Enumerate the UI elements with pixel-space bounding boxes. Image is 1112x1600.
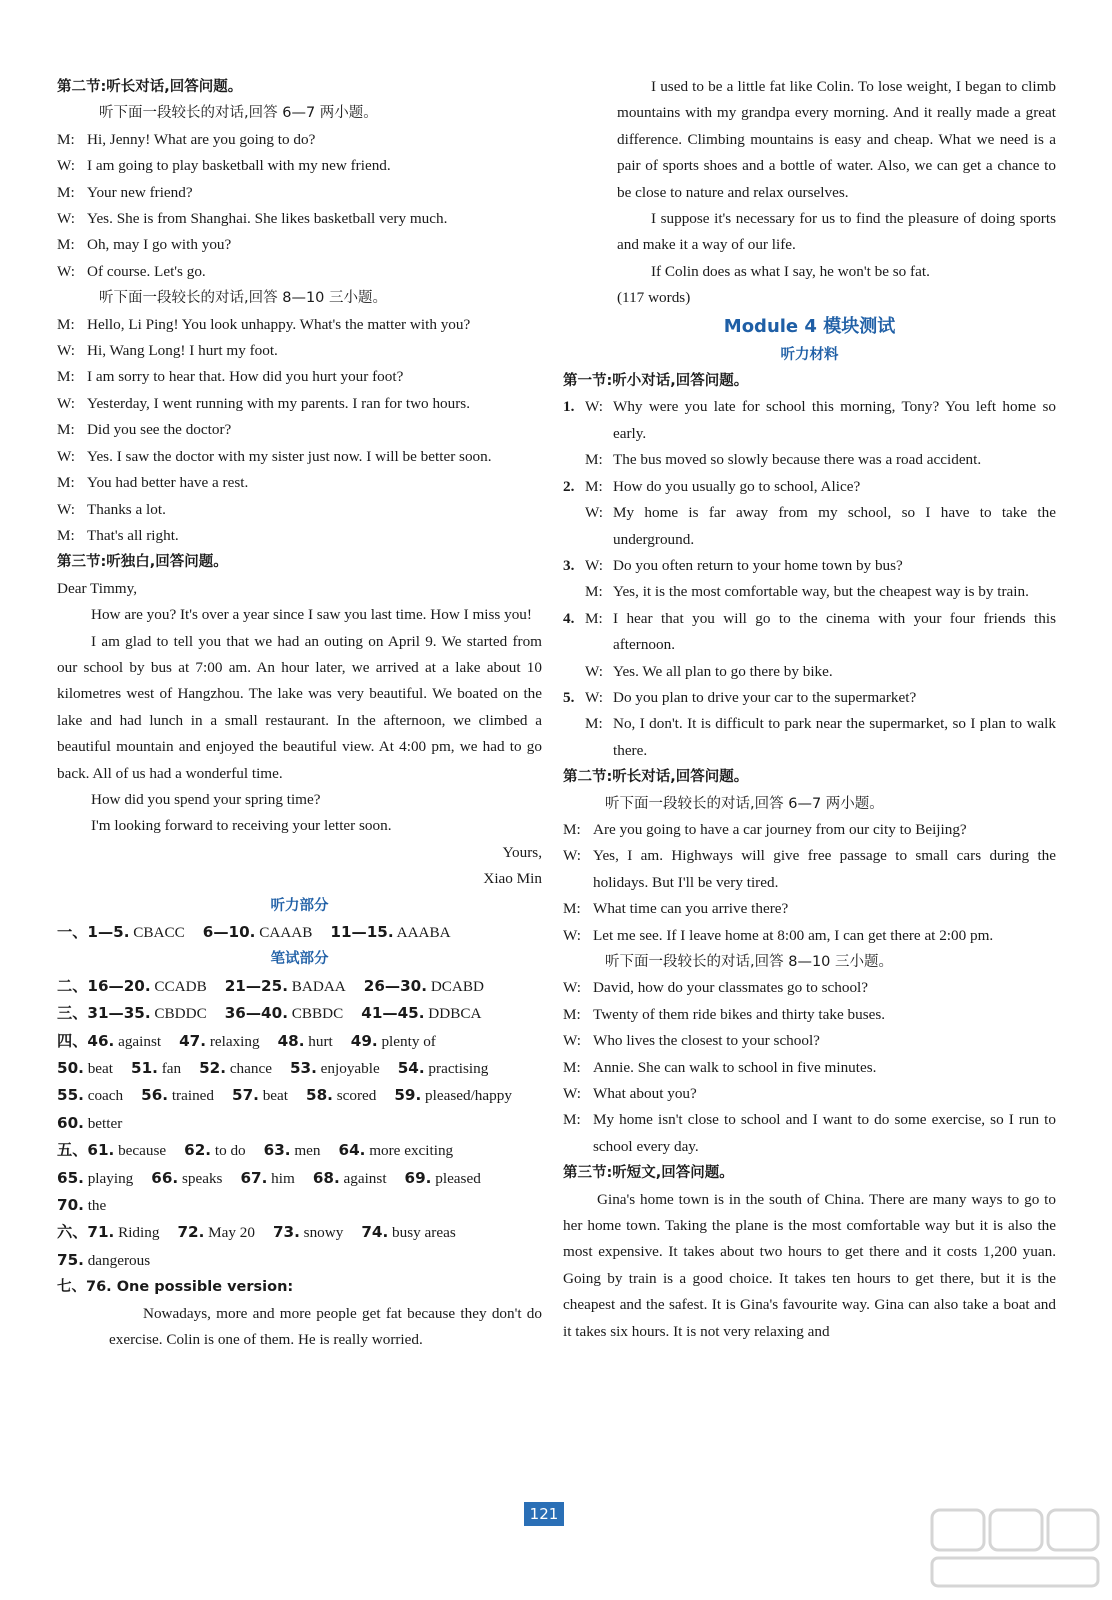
answer-value: DCABD	[430, 977, 484, 995]
dialog-text: Hi, Wang Long! I hurt my foot.	[87, 342, 278, 360]
answer-value: busy areas	[392, 1224, 456, 1242]
dialog-line	[57, 232, 542, 258]
answer-number: 六、71.	[57, 1223, 115, 1242]
answer-group	[57, 1000, 207, 1027]
dialog-line	[563, 843, 1056, 896]
answer-group	[184, 1137, 246, 1164]
dialog-text: Yes, it is the most comfortable way, but the cheapest way is by train.	[613, 583, 1029, 601]
dialog-line	[57, 206, 542, 232]
answer-group	[151, 1165, 222, 1192]
dialog-text: How do you usually go to school, Alice?	[613, 477, 861, 495]
answer-number: 57.	[232, 1086, 259, 1105]
answer-row	[57, 1192, 542, 1219]
answer-value: beat	[262, 1087, 288, 1105]
answer-number: 66.	[151, 1168, 179, 1187]
dialog-line	[585, 500, 1056, 553]
short-dialogs	[563, 394, 1056, 764]
speaker-label: M:	[563, 1111, 581, 1129]
answer-value: pleased	[435, 1169, 481, 1187]
dialog-line	[585, 685, 1056, 711]
dialog-text: Oh, may I go with you?	[87, 236, 232, 254]
dialog-text: Let me see. If I leave home at 8:00 am, I can get there at 2:00 pm.	[593, 926, 994, 944]
speaker-label: M:	[563, 820, 581, 838]
answer-group	[203, 919, 313, 946]
answer-number: 11—15.	[330, 923, 394, 941]
letter-paragraph: I am glad to tell you that we had an outing on April 9. We started from our school by bus at 7:00 am. An hour later, we arrived at a lake about 10 kilometres west of Hangzhou. The lake was very beautiful. We boated on the lake and had lunch in a small restaurant. In the afternoon, we climbed a beautiful mountain and enjoyed the beautiful view. At 4:00 pm, we had to go back. All of us had a wonderful time.	[57, 632, 542, 782]
dialog-text: Yes, I am. Highways will give free passage to small cars during the holidays. But I'll be very tired.	[593, 847, 1056, 891]
essay-paragraph: I used to be a little fat like Colin. To lose weight, I began to climb mountains with my grandpa every morning. And it really made a great difference. Climbing mountains is easy and cheap. What we need is a pair of sports shoes and a bottle of water. Also, we can get a chance to be close to nature and relax ourselves.	[617, 78, 1056, 201]
answer-number: 47.	[179, 1031, 207, 1050]
section-title: 第一节:听小对话,回答问题。	[563, 373, 749, 390]
dialog-line	[57, 259, 542, 285]
answer-number: 51.	[131, 1059, 158, 1078]
answer-value: scored	[336, 1087, 377, 1105]
letter-paragraph: I'm looking forward to receiving your letter soon.	[91, 817, 392, 835]
dialog-text: Your new friend?	[87, 183, 193, 201]
instruction: 听下面一段较长的对话,回答 6—7 两小题。	[605, 795, 884, 812]
answer-number: 62.	[184, 1141, 212, 1160]
answer-value: DDBCA	[428, 1005, 482, 1023]
answer-number: 四、46.	[57, 1031, 115, 1050]
essay-paragraph: If Colin does as what I say, he won't be so fat.	[651, 262, 930, 280]
speaker-label: W:	[585, 398, 603, 416]
dialog-line	[57, 497, 542, 523]
answer-row	[57, 919, 542, 946]
dialog-text: Did you see the doctor?	[87, 421, 232, 439]
answer-group	[225, 1000, 344, 1027]
answer-number: 一、1—5.	[57, 923, 130, 941]
answer-section-heading: 听力部分	[270, 897, 329, 914]
answer-value: him	[271, 1169, 295, 1187]
speaker-label: M:	[57, 183, 75, 201]
speaker-label: M:	[563, 900, 581, 918]
dialog-text: David, how do your classmates go to school?	[593, 979, 869, 997]
answer-value: CCADB	[154, 977, 207, 995]
letter-signature: Xiao Min	[483, 870, 542, 888]
dialog-line	[563, 975, 1056, 1001]
answer-number: 56.	[141, 1086, 169, 1105]
answer-group	[179, 1028, 259, 1055]
section-title: 第三节:听短文,回答问题。	[563, 1165, 734, 1182]
answer-group	[225, 973, 346, 1000]
answer-group	[232, 1082, 288, 1109]
dialog-line	[563, 923, 1056, 949]
letter-greeting: Dear Timmy,	[57, 579, 138, 597]
answer-number: 60.	[57, 1113, 84, 1132]
question-item	[563, 394, 1056, 473]
answer-value: plenty of	[381, 1032, 436, 1050]
speaker-label: M:	[57, 315, 75, 333]
dialog-line	[585, 659, 1056, 685]
dialog-line	[585, 447, 1056, 473]
answer-group	[57, 1219, 159, 1246]
dialog-text: What about you?	[593, 1085, 697, 1103]
dialog-text: Hi, Jenny! What are you going to do?	[87, 130, 316, 148]
dialog-text: You had better have a rest.	[87, 474, 249, 492]
section-title: 第二节:听长对话,回答问题。	[57, 79, 243, 95]
answer-group	[394, 1082, 512, 1109]
dialog-line	[563, 1081, 1056, 1107]
answer-value: relaxing	[209, 1032, 260, 1050]
word-count: (117 words)	[617, 289, 691, 307]
answer-group	[330, 919, 450, 946]
speaker-label: W:	[563, 1085, 581, 1103]
instruction: 听下面一段较长的对话,回答 6—7 两小题。	[99, 105, 378, 122]
dialog-text: Yes. We all plan to go there by bike.	[613, 662, 833, 680]
answer-value: hurt	[308, 1032, 333, 1050]
instruction: 听下面一段较长的对话,回答 8—10 三小题。	[605, 954, 894, 970]
dialog-line	[563, 817, 1056, 843]
section-title: 第三节:听独白,回答问题。	[57, 554, 228, 571]
answer-group	[57, 973, 207, 1000]
answer-number: 64.	[338, 1141, 366, 1160]
question-number: 4.	[563, 609, 575, 627]
answer-group	[313, 1165, 387, 1192]
dialog-line	[585, 711, 1056, 764]
dialog-text: Annie. She can walk to school in five minutes.	[593, 1058, 877, 1076]
speaker-label: M:	[585, 715, 603, 733]
essay-paragraph: Nowadays, more and more people get fat because they don't do exercise. Colin is one of them. He is really worried.	[109, 1304, 542, 1349]
dialog-text: Twenty of them ride bikes and thirty take buses.	[593, 1005, 886, 1023]
dialog-line	[57, 127, 542, 153]
dialog-text: My home isn't close to school and I want to do some exercise, so I run to school every day.	[593, 1111, 1056, 1155]
speaker-label: W:	[585, 688, 603, 706]
dialog-line	[585, 394, 1056, 447]
speaker-label: W:	[585, 556, 603, 574]
answer-group	[273, 1219, 343, 1246]
dialog-block	[563, 975, 1056, 1160]
answer-group	[405, 1165, 481, 1192]
dialog-text: I hear that you will go to the cinema with your four friends this afternoon.	[613, 609, 1056, 654]
speaker-label: W:	[57, 342, 75, 360]
answer-value: speaks	[181, 1169, 223, 1187]
speaker-label: W:	[57, 157, 75, 175]
question-body	[585, 685, 1056, 764]
speaker-label: M:	[585, 609, 603, 627]
letter-paragraph: How are you? It's over a year since I saw you last time. How I miss you!	[91, 606, 532, 624]
essay-label: 七、76. One possible version:	[57, 1279, 294, 1296]
answer-number: 67.	[240, 1168, 268, 1187]
dialog-line	[563, 1055, 1056, 1081]
answer-value: more exciting	[369, 1142, 454, 1160]
answer-value: pleased/happy	[425, 1087, 512, 1105]
answer-row	[57, 1165, 542, 1192]
speaker-label: M:	[585, 583, 603, 601]
answer-group	[240, 1165, 294, 1192]
dialog-text: Do you plan to drive your car to the supermarket?	[613, 688, 917, 706]
dialog-line	[57, 338, 542, 364]
answer-group	[57, 1055, 113, 1082]
answer-group	[364, 973, 484, 1000]
listening-material-heading: 听力材料	[780, 346, 839, 363]
answer-number: 58.	[306, 1086, 333, 1105]
page-number: 121	[524, 1502, 564, 1526]
question-body	[585, 474, 1056, 553]
answer-group	[264, 1137, 321, 1164]
passage-paragraph: Gina's home town is in the south of China. There are many ways to go to her home town. Taking the plane is the most comfortable way but it is also the most expensive. It takes about two hours to get there and it costs 1,200 yuan. Going by train is a good choice. It takes ten hours to get there, but it is the cheapest and the safest. It is Gina's favourite way. Gina can also take a boat and it takes six hours. It is not very relaxing and	[563, 1190, 1056, 1340]
speaker-label: M:	[585, 477, 603, 495]
answer-group	[398, 1055, 489, 1082]
answer-value: the	[87, 1197, 107, 1215]
speaker-label: W:	[57, 447, 75, 465]
speaker-label: W:	[563, 926, 581, 944]
answer-value: May 20	[208, 1224, 255, 1242]
speaker-label: M:	[57, 236, 75, 254]
speaker-label: W:	[563, 847, 581, 865]
answer-number: 二、16—20.	[57, 976, 151, 995]
speaker-label: M:	[563, 1058, 581, 1076]
answer-group	[141, 1082, 214, 1109]
answer-value: enjoyable	[320, 1060, 380, 1078]
dialog-line	[585, 553, 1056, 579]
dialog-line	[57, 391, 542, 417]
dialog-text: Thanks a lot.	[87, 500, 166, 518]
answer-number: 五、61.	[57, 1141, 115, 1160]
answer-number: 6—10.	[202, 923, 256, 941]
speaker-label: W:	[57, 394, 75, 412]
essay-block	[57, 1301, 542, 1354]
answer-row	[57, 1110, 542, 1137]
answer-group	[278, 1028, 333, 1055]
answer-number: 41—45.	[361, 1004, 425, 1023]
answer-number: 74.	[361, 1223, 389, 1242]
answer-number: 48.	[277, 1031, 305, 1050]
answer-number: 59.	[394, 1086, 422, 1105]
answer-value: playing	[87, 1169, 134, 1187]
question-number: 2.	[563, 477, 575, 495]
answer-value: against	[118, 1032, 162, 1050]
question-number: 1.	[563, 398, 575, 416]
answer-row	[57, 1247, 542, 1274]
speaker-label: M:	[57, 130, 75, 148]
dialog-line	[585, 606, 1056, 659]
module-title: Module 4 模块测试	[723, 315, 896, 337]
answer-value: dangerous	[87, 1251, 151, 1269]
answer-number: 26—30.	[363, 976, 428, 995]
answer-value: snowy	[303, 1224, 344, 1242]
dialog-text: Do you often return to your home town by bus?	[613, 556, 903, 574]
dialog-line	[57, 523, 542, 549]
answer-group	[199, 1055, 272, 1082]
question-number: 3.	[563, 556, 575, 574]
dialog-block	[57, 127, 542, 285]
answer-group	[131, 1055, 181, 1082]
answer-number: 73.	[272, 1223, 300, 1242]
speaker-label: M:	[57, 421, 75, 439]
essay-continued	[563, 74, 1056, 312]
answer-group	[57, 1082, 123, 1109]
answer-row	[57, 1137, 542, 1164]
answer-value: men	[294, 1142, 321, 1160]
dialog-text: The bus moved so slowly because there was a road accident.	[613, 451, 982, 469]
dialog-text: No, I don't. It is difficult to park near the supermarket, so I plan to walk there.	[613, 715, 1056, 759]
answer-group	[57, 1110, 122, 1137]
answer-value: BADAA	[291, 977, 346, 995]
answer-value: beat	[87, 1060, 113, 1078]
right-column	[563, 74, 1056, 1345]
answer-row	[57, 1082, 542, 1109]
dialog-text: What time can you arrive there?	[593, 900, 789, 918]
dialog-text: Who lives the closest to your school?	[593, 1032, 820, 1050]
essay-paragraph: I suppose it's necessary for us to find the pleasure of doing sports and make it a way of our life.	[617, 210, 1056, 254]
answer-group	[57, 919, 185, 946]
answer-number: 49.	[350, 1031, 378, 1050]
answer-number: 69.	[404, 1168, 432, 1187]
speaker-label: W:	[585, 504, 603, 522]
answer-group	[57, 1028, 161, 1055]
dialog-line	[563, 896, 1056, 922]
answer-value: CBACC	[133, 924, 185, 941]
question-item	[563, 685, 1056, 764]
answer-value: AAABA	[396, 924, 451, 941]
answer-number: 53.	[289, 1059, 317, 1078]
dialog-line	[585, 579, 1056, 605]
answer-row	[57, 1055, 542, 1082]
answer-group	[290, 1055, 380, 1082]
dialog-block	[563, 817, 1056, 949]
answer-section-heading: 笔试部分	[270, 951, 329, 968]
question-body	[585, 394, 1056, 473]
answer-number: 68.	[312, 1168, 340, 1187]
answer-group	[57, 1137, 166, 1164]
answer-number: 21—25.	[224, 976, 288, 995]
dialog-line	[563, 1107, 1056, 1160]
answer-value: trained	[171, 1087, 214, 1105]
answer-number: 52.	[199, 1059, 227, 1078]
answer-group	[306, 1082, 376, 1109]
dialog-block	[57, 312, 542, 550]
dialog-line	[57, 153, 542, 179]
answer-number: 50.	[57, 1059, 84, 1078]
letter-paragraph: How did you spend your spring time?	[91, 790, 321, 808]
dialog-text: Are you going to have a car journey from our city to Beijing?	[593, 820, 967, 838]
answer-group	[57, 1165, 133, 1192]
answer-number: 54.	[397, 1059, 425, 1078]
answer-row	[57, 1219, 542, 1246]
answer-value: practising	[428, 1060, 489, 1078]
dialog-line	[57, 364, 542, 390]
answer-value: chance	[229, 1060, 272, 1078]
dialog-text: Hello, Li Ping! You look unhappy. What's the matter with you?	[87, 315, 471, 333]
answer-value: CBDDC	[154, 1005, 207, 1023]
speaker-label: W:	[57, 210, 75, 228]
dialog-text: I am going to play basketball with my new friend.	[87, 157, 391, 175]
dialog-text: That's all right.	[87, 526, 179, 544]
answer-group	[339, 1137, 454, 1164]
dialog-line	[563, 1002, 1056, 1028]
dialog-line	[585, 474, 1056, 500]
question-body	[585, 553, 1056, 606]
answer-number: 72.	[177, 1223, 205, 1242]
dialog-text: Of course. Let's go.	[87, 262, 206, 280]
watermark-logo	[930, 1506, 1100, 1590]
answer-number: 三、31—35.	[57, 1004, 151, 1023]
speaker-label: W:	[563, 979, 581, 997]
answer-group	[177, 1219, 255, 1246]
answer-row	[57, 1028, 542, 1055]
answer-value: to do	[214, 1142, 246, 1160]
answer-row	[57, 973, 542, 1000]
dialog-text: Yesterday, I went running with my parents. I ran for two hours.	[87, 394, 470, 412]
dialog-line	[57, 180, 542, 206]
answer-number: 55.	[57, 1086, 84, 1105]
dialog-text: My home is far away from my school, so I have to take the underground.	[613, 504, 1056, 548]
dialog-line	[563, 1028, 1056, 1054]
speaker-label: W:	[563, 1032, 581, 1050]
answer-group	[361, 1000, 481, 1027]
speaker-label: M:	[57, 526, 75, 544]
answer-number: 63.	[263, 1141, 291, 1160]
speaker-label: M:	[57, 368, 75, 386]
question-item	[563, 606, 1056, 685]
dialog-line	[57, 470, 542, 496]
answer-number: 70.	[57, 1196, 84, 1215]
dialog-text: I am sorry to hear that. How did you hurt your foot?	[87, 368, 404, 386]
answer-value: coach	[87, 1087, 124, 1105]
question-body	[585, 606, 1056, 685]
answer-value: because	[118, 1142, 167, 1160]
question-number: 5.	[563, 688, 575, 706]
answer-value: fan	[161, 1060, 182, 1078]
answer-group	[57, 1192, 106, 1219]
answer-group	[57, 1247, 150, 1274]
dialog-text: Yes. I saw the doctor with my sister just now. I will be better soon.	[87, 447, 492, 465]
answer-group	[351, 1028, 436, 1055]
speaker-label: M:	[563, 1005, 581, 1023]
question-item	[563, 474, 1056, 553]
answer-number: 36—40.	[224, 1004, 288, 1023]
left-column	[57, 74, 542, 1354]
speaker-label: M:	[585, 451, 603, 469]
answer-group	[361, 1219, 455, 1246]
answer-value: CBBDC	[291, 1005, 344, 1023]
dialog-line	[57, 444, 542, 470]
speaker-label: W:	[57, 500, 75, 518]
dialog-text: Yes. She is from Shanghai. She likes basketball very much.	[87, 210, 448, 228]
question-item	[563, 553, 1056, 606]
answer-value: against	[343, 1169, 387, 1187]
dialog-line	[57, 417, 542, 443]
answer-number: 75.	[57, 1250, 84, 1269]
speaker-label: W:	[585, 662, 603, 680]
instruction: 听下面一段较长的对话,回答 8—10 三小题。	[99, 290, 388, 307]
answer-value: CAAAB	[259, 924, 313, 941]
speaker-label: W:	[57, 262, 75, 280]
dialog-text: Why were you late for school this morning, Tony? You left home so early.	[613, 398, 1056, 442]
dialog-line	[57, 312, 542, 338]
speaker-label: M:	[57, 474, 75, 492]
answer-value: Riding	[118, 1224, 160, 1242]
section-title: 第二节:听长对话,回答问题。	[563, 769, 749, 786]
answer-value: better	[87, 1114, 123, 1132]
answer-row	[57, 1000, 542, 1027]
answer-number: 65.	[57, 1168, 84, 1187]
letter-close: Yours,	[502, 843, 542, 861]
